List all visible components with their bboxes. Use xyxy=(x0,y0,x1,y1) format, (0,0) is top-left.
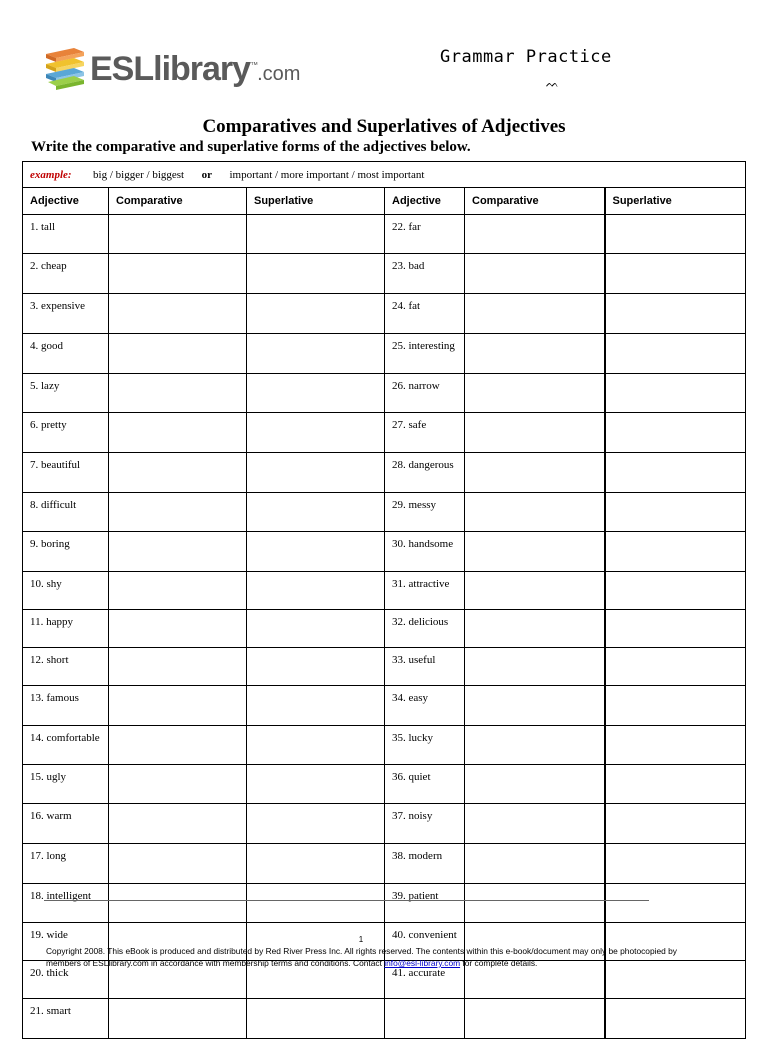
left-adjective-cell: 21. smart xyxy=(23,999,109,1039)
right-superlative-answer-cell[interactable] xyxy=(605,493,746,532)
right-adjective-cell xyxy=(385,999,465,1039)
page-number: 1 xyxy=(358,935,364,944)
right-superlative-answer-cell[interactable] xyxy=(605,686,746,726)
left-comparative-answer-cell[interactable] xyxy=(109,765,247,804)
table-row xyxy=(23,648,746,686)
left-adjective-cell: 18. intelligent xyxy=(23,884,109,923)
left-comparative-answer-cell[interactable] xyxy=(109,884,247,923)
column-header: Comparative xyxy=(465,188,605,215)
logo-wordmark xyxy=(90,52,300,86)
right-comparative-answer-cell[interactable] xyxy=(465,844,605,884)
left-comparative-answer-cell[interactable] xyxy=(109,804,247,844)
left-adjective-cell: 19. wide xyxy=(23,923,109,961)
right-comparative-answer-cell[interactable] xyxy=(465,254,605,294)
left-adjective-cell: 12. short xyxy=(23,648,109,686)
logo-trademark: ™ xyxy=(250,60,258,70)
logo-suffix: .com xyxy=(257,63,301,85)
header-ornament: ᨓ xyxy=(546,77,560,90)
table-row xyxy=(23,334,746,374)
left-adjective-cell: 1. tall xyxy=(23,215,109,254)
left-superlative-answer-cell[interactable] xyxy=(247,648,385,686)
left-adjective-cell: 9. boring xyxy=(23,532,109,572)
right-superlative-answer-cell[interactable] xyxy=(605,726,746,765)
left-superlative-answer-cell[interactable] xyxy=(247,413,385,453)
right-adjective-cell: 36. quiet xyxy=(385,765,465,804)
left-comparative-answer-cell[interactable] xyxy=(109,453,247,493)
right-superlative-answer-cell[interactable] xyxy=(605,844,746,884)
table-row xyxy=(23,453,746,493)
right-superlative-answer-cell[interactable] xyxy=(605,453,746,493)
right-adjective-cell: 35. lucky xyxy=(385,726,465,765)
right-adjective-cell: 25. interesting xyxy=(385,334,465,374)
left-superlative-answer-cell[interactable] xyxy=(247,726,385,765)
right-superlative-answer-cell[interactable] xyxy=(605,215,746,254)
right-superlative-answer-cell[interactable] xyxy=(605,610,746,648)
right-adjective-cell: 22. far xyxy=(385,215,465,254)
right-comparative-answer-cell[interactable] xyxy=(465,804,605,844)
left-comparative-answer-cell[interactable] xyxy=(109,844,247,884)
table-row xyxy=(23,686,746,726)
table-row xyxy=(23,254,746,294)
right-adjective-cell: 41. accurate xyxy=(385,961,465,999)
column-header: Superlative xyxy=(247,188,385,215)
left-superlative-answer-cell[interactable] xyxy=(247,884,385,923)
right-adjective-cell: 29. messy xyxy=(385,493,465,532)
left-superlative-answer-cell[interactable] xyxy=(247,999,385,1039)
left-adjective-cell: 2. cheap xyxy=(23,254,109,294)
right-comparative-answer-cell[interactable] xyxy=(465,726,605,765)
example-label: example: xyxy=(30,168,72,181)
left-comparative-answer-cell[interactable] xyxy=(109,686,247,726)
right-comparative-answer-cell[interactable] xyxy=(465,215,605,254)
left-adjective-cell: 3. expensive xyxy=(23,294,109,334)
left-comparative-answer-cell[interactable] xyxy=(109,294,247,334)
left-superlative-answer-cell[interactable] xyxy=(247,572,385,610)
left-adjective-cell: 20. thick xyxy=(23,961,109,999)
left-superlative-answer-cell[interactable] xyxy=(247,334,385,374)
right-superlative-answer-cell[interactable] xyxy=(605,572,746,610)
worksheet-title: Comparatives and Superlatives of Adjectives xyxy=(202,116,566,137)
left-comparative-answer-cell[interactable] xyxy=(109,726,247,765)
column-header: Adjective xyxy=(385,188,465,215)
right-superlative-answer-cell[interactable] xyxy=(605,804,746,844)
example-or: or xyxy=(201,168,212,181)
right-superlative-answer-cell[interactable] xyxy=(605,999,746,1039)
left-adjective-cell: 5. lazy xyxy=(23,374,109,413)
left-superlative-answer-cell[interactable] xyxy=(247,765,385,804)
right-superlative-answer-cell[interactable] xyxy=(605,254,746,294)
right-comparative-answer-cell[interactable] xyxy=(465,572,605,610)
table-row xyxy=(23,884,746,923)
left-superlative-answer-cell[interactable] xyxy=(247,844,385,884)
left-superlative-answer-cell[interactable] xyxy=(247,374,385,413)
left-comparative-answer-cell[interactable] xyxy=(109,254,247,294)
esl-library-logo xyxy=(44,44,300,90)
left-comparative-answer-cell[interactable] xyxy=(109,999,247,1039)
table-row xyxy=(23,844,746,884)
table-row xyxy=(23,804,746,844)
right-adjective-cell: 40. convenient xyxy=(385,923,465,961)
right-comparative-answer-cell[interactable] xyxy=(465,686,605,726)
left-comparative-answer-cell[interactable] xyxy=(109,413,247,453)
column-header: Superlative xyxy=(605,188,746,215)
worksheet-instructions: Write the comparative and superlative forms of the adjectives below. xyxy=(31,139,471,155)
left-comparative-answer-cell[interactable] xyxy=(109,374,247,413)
right-comparative-answer-cell[interactable] xyxy=(465,334,605,374)
left-superlative-answer-cell[interactable] xyxy=(247,215,385,254)
table-row xyxy=(23,493,746,532)
left-comparative-answer-cell[interactable] xyxy=(109,648,247,686)
header-row xyxy=(23,188,746,215)
right-adjective-cell: 28. dangerous xyxy=(385,453,465,493)
copyright-text: Copyright 2008. This eBook is produced and distributed by Red River Press Inc. All rights reserved. The contents within this e-book/document may only be photocopied by members of ESLlibrary.com in accordance with membership terms and conditions. Contact xyxy=(46,946,677,968)
footer-divider xyxy=(44,900,649,901)
left-comparative-answer-cell[interactable] xyxy=(109,532,247,572)
left-superlative-answer-cell[interactable] xyxy=(247,532,385,572)
copyright-notice xyxy=(46,945,686,969)
right-adjective-cell: 27. safe xyxy=(385,413,465,453)
copyright-text-end: for complete details. xyxy=(460,958,538,968)
example-cell xyxy=(23,162,746,188)
example-row xyxy=(23,162,746,188)
right-adjective-cell: 34. easy xyxy=(385,686,465,726)
right-comparative-answer-cell[interactable] xyxy=(465,610,605,648)
column-header: Adjective xyxy=(23,188,109,215)
left-adjective-cell: 6. pretty xyxy=(23,413,109,453)
right-adjective-cell: 39. patient xyxy=(385,884,465,923)
example-first: big / bigger / biggest xyxy=(93,168,185,181)
right-superlative-answer-cell[interactable] xyxy=(605,884,746,923)
right-comparative-answer-cell[interactable] xyxy=(465,374,605,413)
right-adjective-cell: 38. modern xyxy=(385,844,465,884)
left-superlative-answer-cell[interactable] xyxy=(247,254,385,294)
left-adjective-cell: 14. comfortable xyxy=(23,726,109,765)
left-superlative-answer-cell[interactable] xyxy=(247,686,385,726)
right-adjective-cell: 26. narrow xyxy=(385,374,465,413)
left-adjective-cell: 16. warm xyxy=(23,804,109,844)
left-superlative-answer-cell[interactable] xyxy=(247,610,385,648)
table-row xyxy=(23,765,746,804)
left-adjective-cell: 13. famous xyxy=(23,686,109,726)
example-second: important / more important / most important xyxy=(229,168,425,181)
left-superlative-answer-cell[interactable] xyxy=(247,493,385,532)
table-row xyxy=(23,374,746,413)
right-adjective-cell: 31. attractive xyxy=(385,572,465,610)
right-comparative-answer-cell[interactable] xyxy=(465,884,605,923)
right-comparative-answer-cell[interactable] xyxy=(465,493,605,532)
left-comparative-answer-cell[interactable] xyxy=(109,334,247,374)
left-comparative-answer-cell[interactable] xyxy=(109,215,247,254)
right-adjective-cell: 32. delicious xyxy=(385,610,465,648)
right-adjective-cell: 37. noisy xyxy=(385,804,465,844)
right-superlative-answer-cell[interactable] xyxy=(605,648,746,686)
right-comparative-answer-cell[interactable] xyxy=(465,532,605,572)
right-comparative-answer-cell[interactable] xyxy=(465,453,605,493)
right-superlative-answer-cell[interactable] xyxy=(605,334,746,374)
table-row xyxy=(23,610,746,648)
table-row xyxy=(23,413,746,453)
table-row xyxy=(23,726,746,765)
logo-main-text: ESLlibrary xyxy=(90,50,251,88)
left-adjective-cell: 15. ugly xyxy=(23,765,109,804)
left-adjective-cell: 17. long xyxy=(23,844,109,884)
right-comparative-answer-cell[interactable] xyxy=(465,765,605,804)
left-superlative-answer-cell[interactable] xyxy=(247,804,385,844)
right-superlative-answer-cell[interactable] xyxy=(605,765,746,804)
left-superlative-answer-cell[interactable] xyxy=(247,453,385,493)
left-adjective-cell: 10. shy xyxy=(23,572,109,610)
table-row xyxy=(23,294,746,334)
left-adjective-cell: 8. difficult xyxy=(23,493,109,532)
table-row xyxy=(23,532,746,572)
right-superlative-answer-cell[interactable] xyxy=(605,294,746,334)
left-adjective-cell: 4. good xyxy=(23,334,109,374)
right-superlative-answer-cell[interactable] xyxy=(605,413,746,453)
right-superlative-answer-cell[interactable] xyxy=(605,532,746,572)
left-adjective-cell: 7. beautiful xyxy=(23,453,109,493)
table-row xyxy=(23,215,746,254)
adjectives-table xyxy=(22,161,746,1039)
left-comparative-answer-cell[interactable] xyxy=(109,493,247,532)
right-comparative-answer-cell[interactable] xyxy=(465,648,605,686)
right-comparative-answer-cell[interactable] xyxy=(465,999,605,1039)
left-comparative-answer-cell[interactable] xyxy=(109,610,247,648)
right-comparative-answer-cell[interactable] xyxy=(465,294,605,334)
left-superlative-answer-cell[interactable] xyxy=(247,294,385,334)
left-adjective-cell: 11. happy xyxy=(23,610,109,648)
right-adjective-cell: 33. useful xyxy=(385,648,465,686)
right-comparative-answer-cell[interactable] xyxy=(465,413,605,453)
right-superlative-answer-cell[interactable] xyxy=(605,374,746,413)
subject-heading: Grammar Practice xyxy=(440,47,612,67)
contact-email-link[interactable]: info@esl-library.com xyxy=(384,958,461,968)
books-stack-icon xyxy=(44,46,86,90)
right-adjective-cell: 30. handsome xyxy=(385,532,465,572)
table-row xyxy=(23,999,746,1039)
right-adjective-cell: 24. fat xyxy=(385,294,465,334)
table-row xyxy=(23,572,746,610)
column-header: Comparative xyxy=(109,188,247,215)
right-adjective-cell: 23. bad xyxy=(385,254,465,294)
left-comparative-answer-cell[interactable] xyxy=(109,572,247,610)
